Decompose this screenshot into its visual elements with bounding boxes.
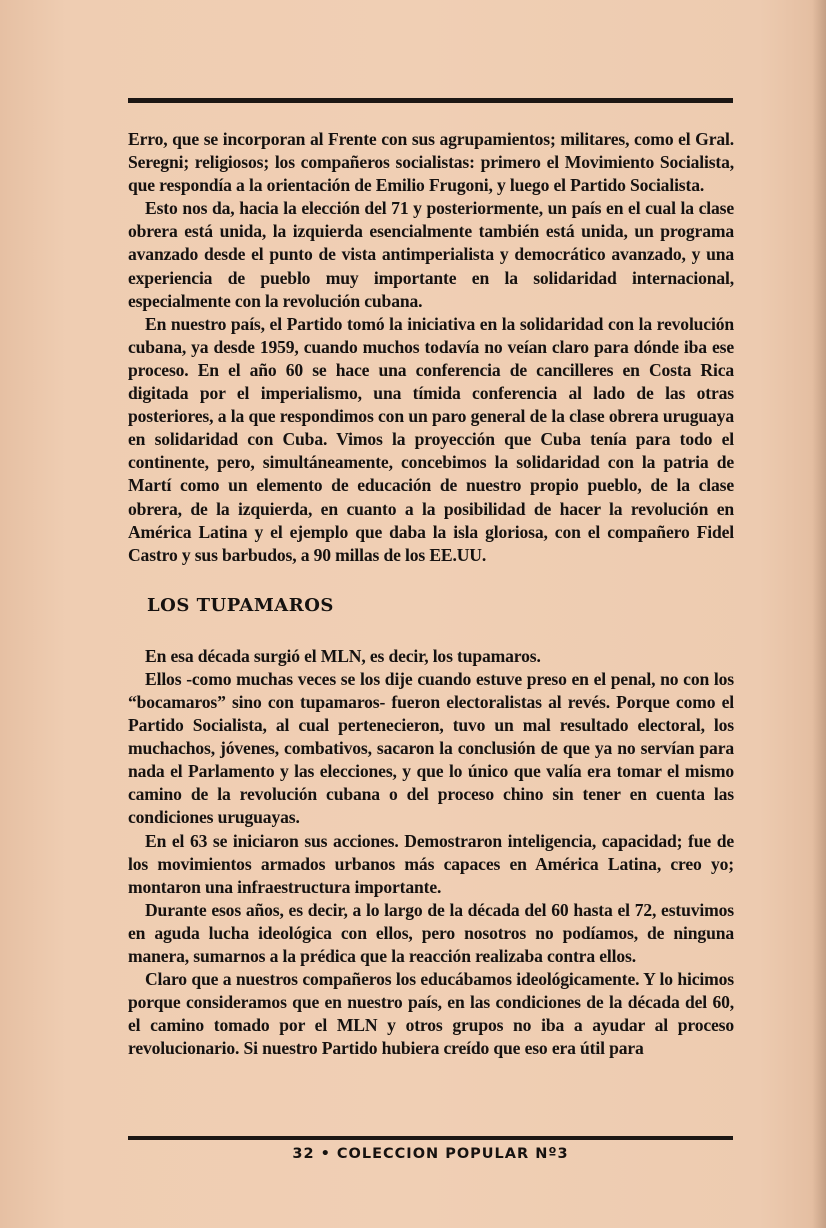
page-footer: 32 • COLECCION POPULAR Nº3 — [292, 1146, 569, 1162]
page-body — [128, 128, 734, 1060]
paragraph: Erro, que se incorporan al Frente con sus agrupamientos; militares, como el Gral. Seregni; religiosos; los compañeros socialistas: primero el Movimiento Socialista, que respondía a la orientación de Emilio Frugoni, y luego el Partido Socialista. — [128, 129, 734, 196]
paragraph: Ellos -como muchas veces se los dije cuando estuve preso en el penal, no con los “bocamaros” sino con tupamaros- fueron electoralistas al revés. Porque como el Partido Socialista, al cual pertenecieron, tuvo un mal resultado electoral, los muchachos, jóvenes, combativos, sacaron la conclusión de que ya no servían para nada el Parlamento y las elecciones, y que lo único que valía era tomar el mismo camino de la revolución cubana o del proceso chino sin tener en cuenta las condiciones uruguayas. — [128, 668, 734, 828]
paragraph: Durante esos años, es decir, a lo largo de la década del 60 hasta el 72, estuvimos en aguda lucha ideológica con ellos, pero nosotros no podíamos, de ninguna manera, sumarnos a la prédica que la reacción realizaba contra ellos. — [128, 899, 734, 966]
paragraph: Claro que a nuestros compañeros los educábamos ideológicamente. Y lo hicimos porque consideramos que en nuestro país, en las condiciones de la década del 60, el camino tomado por el MLN y otros grupos no iba a ayudar al proceso revolucionario. Si nuestro Partido hubiera creído que eso era útil para — [128, 969, 734, 1059]
page-edge-shadow — [812, 0, 826, 1228]
paragraph: Esto nos da, hacia la elección del 71 y posteriormente, un país en el cual la clase obrera está unida, la izquierda esencialmente también está unida, un programa avanzado desde el punto de vista antimperialista y democrático avanzado, y una experiencia de pueblo muy importante en la solidaridad internacional, especialmente con la revolución cubana. — [128, 198, 734, 311]
section-heading: LOS TUPAMAROS — [147, 594, 334, 616]
bottom-rule — [128, 1136, 733, 1140]
paragraph: En nuestro país, el Partido tomó la iniciativa en la solidaridad con la revolución cubana, ya desde 1959, cuando muchos todavía no veían claro para dónde iba ese proceso. En el año 60 se hace una conferencia de cancilleres en Costa Rica digitada por el imperialismo, una tímida conferencia al lado de las otras posteriores, a la que respondimos con un paro general de la clase obrera uruguaya en solidaridad con Cuba. Vimos la proyección que Cuba tenía para todo el continente, pero, simultáneamente, concebimos la solidaridad con la patria de Martí como un elemento de educación de nuestro propio pueblo, de la clase obrera, de la izquierda, en cuanto a la posibilidad de hacer la revolución en América Latina y el ejemplo que daba la isla gloriosa, con el compañero Fidel Castro y sus barbudos, a 90 millas de los EE.UU. — [128, 313, 734, 565]
paragraph: En el 63 se iniciaron sus acciones. Demostraron inteligencia, capacidad; fue de los movimientos armados urbanos más capaces en América Latina, creo yo; montaron una infraestructura importante. — [128, 830, 734, 897]
top-rule — [128, 98, 733, 103]
paragraph: En esa década surgió el MLN, es decir, los tupamaros. — [145, 645, 541, 666]
